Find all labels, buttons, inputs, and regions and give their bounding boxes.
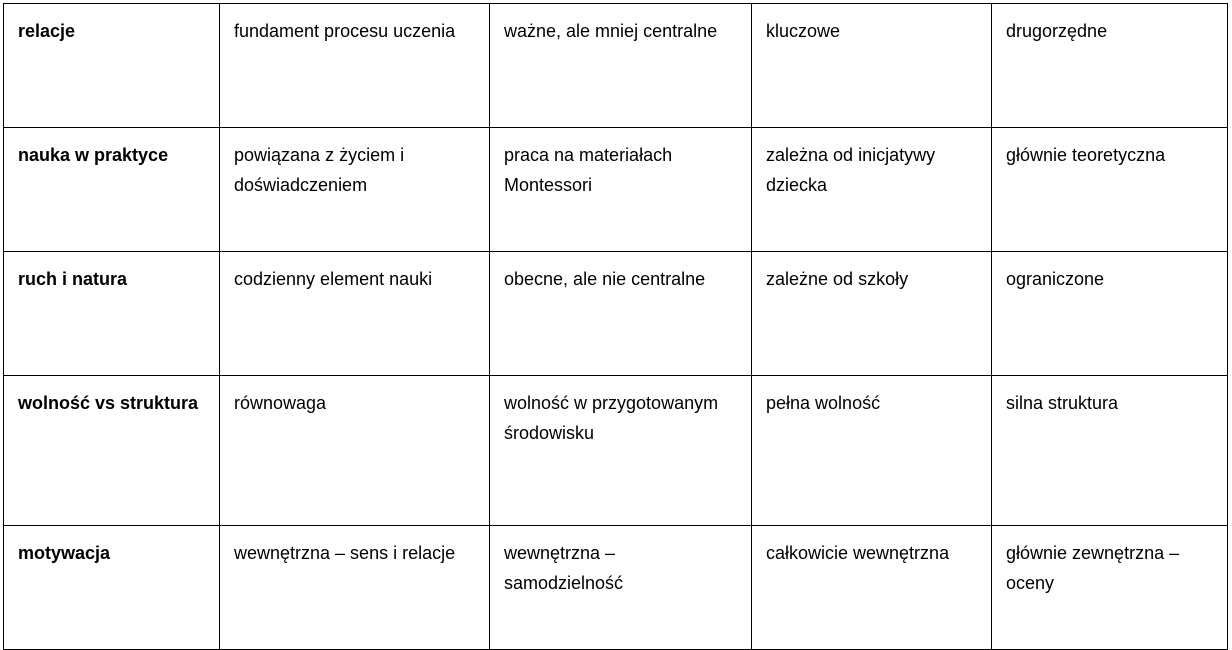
table-cell: praca na materiałach Montessori [490,128,752,252]
table-cell: całkowicie wewnętrzna [752,526,992,650]
table-cell: zależne od szkoły [752,252,992,376]
table-row [4,128,1228,252]
table-cell: wolność w przygotowanym środowisku [490,376,752,526]
table-cell: wewnętrzna – samodzielność [490,526,752,650]
table-cell: silna struktura [992,376,1228,526]
table-row [4,4,1228,128]
row-label: wolność vs struktura [4,376,220,526]
table-cell: ważne, ale mniej centralne [490,4,752,128]
table-cell: głównie zewnętrzna – oceny [992,526,1228,650]
comparison-table-container [3,3,1228,650]
table-cell: powiązana z życiem i doświadczeniem [220,128,490,252]
table-row [4,252,1228,376]
table-cell: głównie teoretyczna [992,128,1228,252]
table-cell: wewnętrzna – sens i relacje [220,526,490,650]
row-label: motywacja [4,526,220,650]
table-cell: zależna od inicjatywy dziecka [752,128,992,252]
table-row [4,376,1228,526]
row-label: relacje [4,4,220,128]
table-row [4,526,1228,650]
table-cell: kluczowe [752,4,992,128]
table-cell: ograniczone [992,252,1228,376]
table-cell: drugorzędne [992,4,1228,128]
table-cell: fundament procesu uczenia [220,4,490,128]
table-cell: pełna wolność [752,376,992,526]
row-label: nauka w praktyce [4,128,220,252]
table-cell: codzienny element nauki [220,252,490,376]
table-cell: obecne, ale nie centralne [490,252,752,376]
comparison-table [3,3,1228,650]
table-cell: równowaga [220,376,490,526]
row-label: ruch i natura [4,252,220,376]
